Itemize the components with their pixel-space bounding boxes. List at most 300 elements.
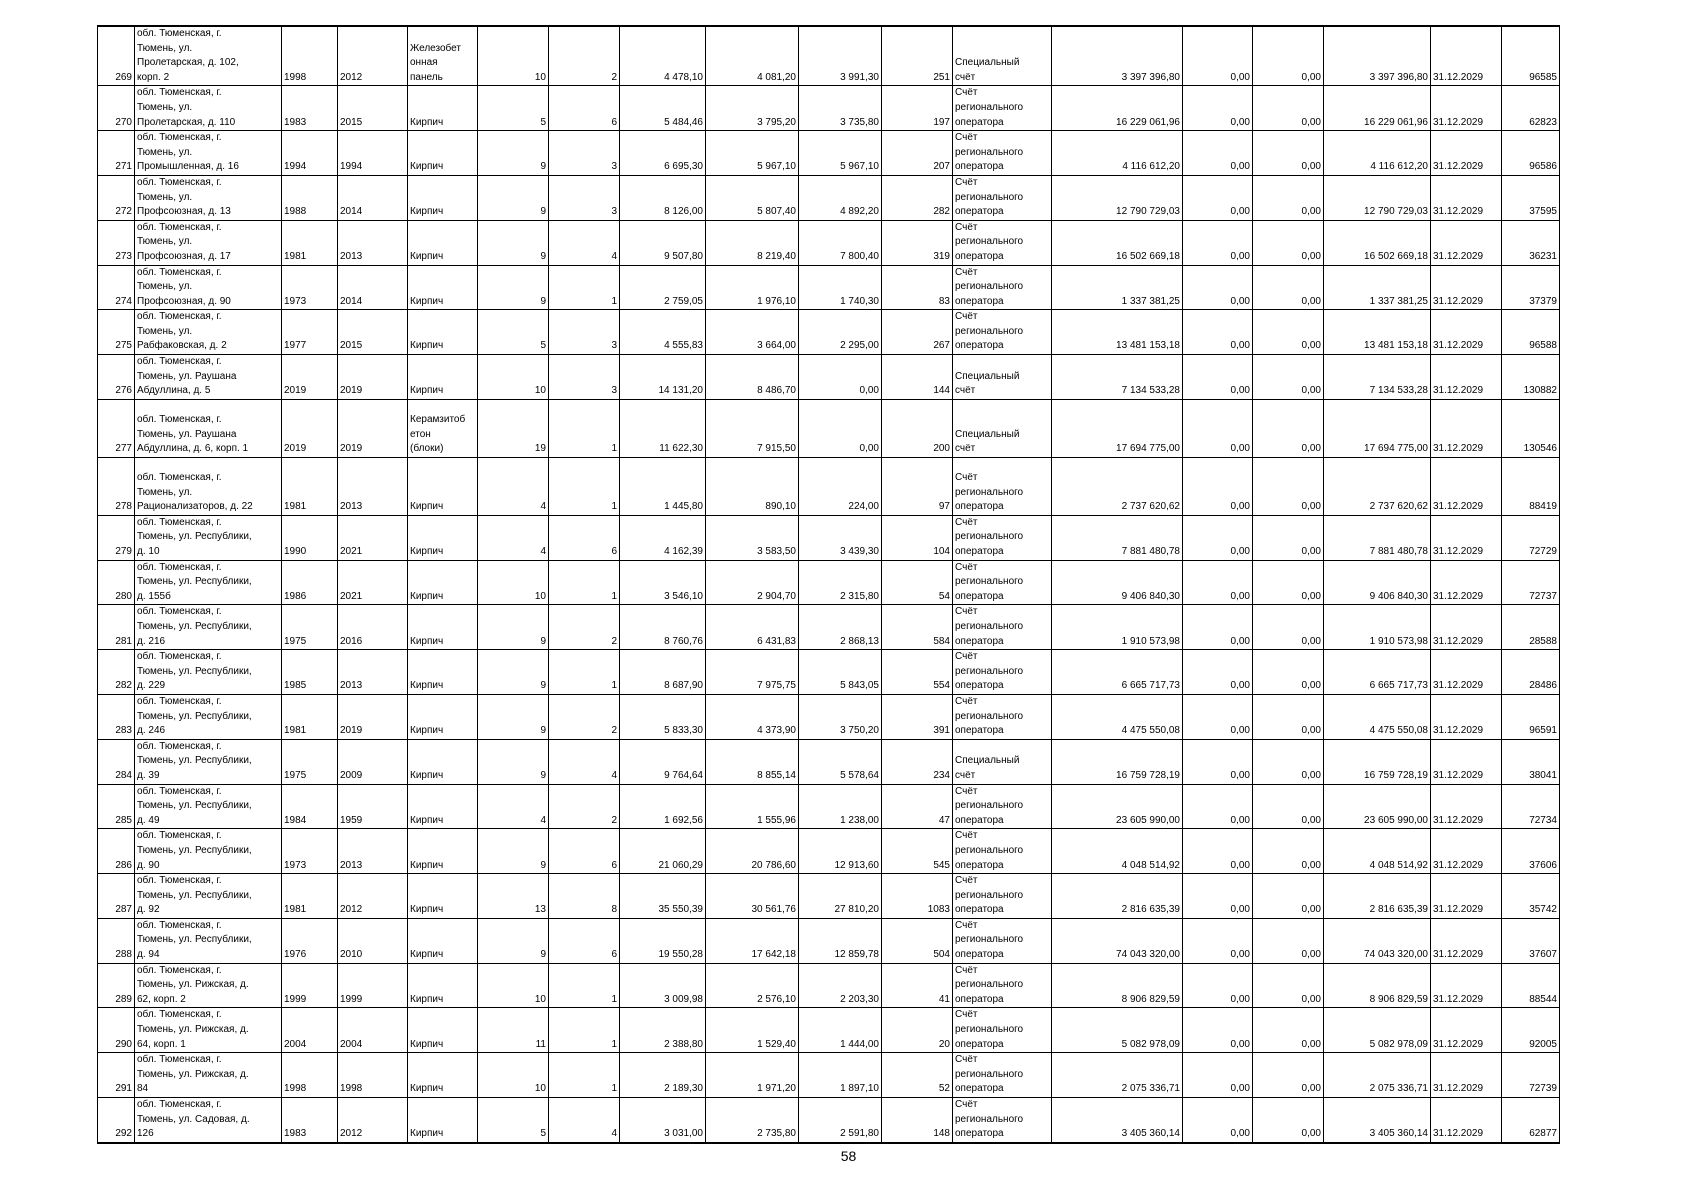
total-area-cell: 8 760,76 [620,605,706,650]
living-area-cell: 8 855,14 [706,739,799,784]
address-cell: обл. Тюменская, г. Тюмень, ул. Республики, д. 92 [135,874,282,919]
owned-area-cell: 1 897,10 [799,1053,882,1098]
living-area-cell: 6 431,83 [706,605,799,650]
floors-cell: 10 [478,963,549,1008]
table-row [98,265,1560,310]
owned-area-cell: 3 991,30 [799,26,882,86]
deadline-date-cell: 31.12.2029 [1431,650,1502,695]
house-code-cell: 72729 [1502,515,1560,560]
house-code-cell: 72734 [1502,784,1560,829]
house-code-cell: 28486 [1502,650,1560,695]
total-area-cell: 9 764,64 [620,739,706,784]
deadline-date-cell: 31.12.2029 [1431,739,1502,784]
floors-cell: 10 [478,355,549,400]
house-code-cell: 38041 [1502,739,1560,784]
entrances-cell: 3 [549,355,620,400]
wall-material-cell: Керамзитоб етон (блоки) [408,399,478,457]
cost-part-2-cell: 0,00 [1253,1053,1324,1098]
wall-material-cell: Кирпич [408,310,478,355]
deadline-date-cell: 31.12.2029 [1431,694,1502,739]
owned-area-cell: 224,00 [799,457,882,515]
floors-cell: 11 [478,1008,549,1053]
account-type-cell: Счёт регионального оператора [953,650,1052,695]
cost-total-cell: 4 048 514,92 [1052,829,1183,874]
address-cell: обл. Тюменская, г. Тюмень, ул. Республики, д. 155б [135,560,282,605]
living-area-cell: 1 976,10 [706,265,799,310]
row-number: 289 [98,963,135,1008]
address-cell: обл. Тюменская, г. Тюмень, ул. Рижская, д. 64, корп. 1 [135,1008,282,1053]
account-type-cell: Счёт регионального оператора [953,1098,1052,1143]
account-type-cell: Счёт регионального оператора [953,874,1052,919]
address-cell: обл. Тюменская, г. Тюмень, ул. Раушана Абдуллина, д. 6, корп. 1 [135,399,282,457]
entrances-cell: 6 [549,86,620,131]
row-number: 285 [98,784,135,829]
cost-sum-cell: 7 881 480,78 [1324,515,1431,560]
owned-area-cell: 3 439,30 [799,515,882,560]
house-code-cell: 62823 [1502,86,1560,131]
year-built-cell: 1985 [282,650,338,695]
account-type-cell: Счёт регионального оператора [953,175,1052,220]
row-number: 277 [98,399,135,457]
year-repair-cell: 2014 [338,265,408,310]
account-type-cell: Специальный счёт [953,399,1052,457]
table-row [98,963,1560,1008]
residents-cell: 207 [882,131,953,176]
living-area-cell: 3 795,20 [706,86,799,131]
cost-part-1-cell: 0,00 [1183,220,1253,265]
cost-part-1-cell: 0,00 [1183,457,1253,515]
cost-part-2-cell: 0,00 [1253,650,1324,695]
entrances-cell: 1 [549,399,620,457]
table-row [98,1098,1560,1143]
wall-material-cell: Кирпич [408,1098,478,1143]
address-cell: обл. Тюменская, г. Тюмень, ул. Профсоюзная, д. 17 [135,220,282,265]
total-area-cell: 3 009,98 [620,963,706,1008]
year-built-cell: 1976 [282,918,338,963]
residents-cell: 504 [882,918,953,963]
account-type-cell: Счёт регионального оператора [953,457,1052,515]
deadline-date-cell: 31.12.2029 [1431,515,1502,560]
year-built-cell: 1984 [282,784,338,829]
total-area-cell: 35 550,39 [620,874,706,919]
living-area-cell: 4 081,20 [706,26,799,86]
address-cell: обл. Тюменская, г. Тюмень, ул. Рижская, д. 84 [135,1053,282,1098]
cost-total-cell: 3 397 396,80 [1052,26,1183,86]
house-code-cell: 28588 [1502,605,1560,650]
deadline-date-cell: 31.12.2029 [1431,560,1502,605]
entrances-cell: 2 [549,605,620,650]
wall-material-cell: Кирпич [408,694,478,739]
address-cell: обл. Тюменская, г. Тюмень, ул. Республики, д. 90 [135,829,282,874]
cost-total-cell: 17 694 775,00 [1052,399,1183,457]
living-area-cell: 3 664,00 [706,310,799,355]
owned-area-cell: 2 295,00 [799,310,882,355]
house-code-cell: 72739 [1502,1053,1560,1098]
address-cell: обл. Тюменская, г. Тюмень, ул. Рабфаковская, д. 2 [135,310,282,355]
year-repair-cell: 2021 [338,560,408,605]
owned-area-cell: 3 750,20 [799,694,882,739]
deadline-date-cell: 31.12.2029 [1431,86,1502,131]
cost-total-cell: 13 481 153,18 [1052,310,1183,355]
owned-area-cell: 0,00 [799,399,882,457]
row-number: 291 [98,1053,135,1098]
total-area-cell: 3 031,00 [620,1098,706,1143]
year-repair-cell: 2013 [338,829,408,874]
cost-total-cell: 1 910 573,98 [1052,605,1183,650]
total-area-cell: 8 687,90 [620,650,706,695]
entrances-cell: 1 [549,1053,620,1098]
cost-part-1-cell: 0,00 [1183,26,1253,86]
living-area-cell: 2 735,80 [706,1098,799,1143]
row-number: 269 [98,26,135,86]
year-built-cell: 1986 [282,560,338,605]
entrances-cell: 1 [549,457,620,515]
entrances-cell: 2 [549,784,620,829]
address-cell: обл. Тюменская, г. Тюмень, ул. Рационализаторов, д. 22 [135,457,282,515]
cost-total-cell: 12 790 729,03 [1052,175,1183,220]
total-area-cell: 4 555,83 [620,310,706,355]
deadline-date-cell: 31.12.2029 [1431,265,1502,310]
cost-part-1-cell: 0,00 [1183,355,1253,400]
table-row [98,560,1560,605]
cost-part-1-cell: 0,00 [1183,175,1253,220]
account-type-cell: Счёт регионального оператора [953,605,1052,650]
owned-area-cell: 2 591,80 [799,1098,882,1143]
cost-sum-cell: 2 737 620,62 [1324,457,1431,515]
year-repair-cell: 2013 [338,457,408,515]
entrances-cell: 2 [549,26,620,86]
floors-cell: 9 [478,131,549,176]
year-repair-cell: 2013 [338,650,408,695]
row-number: 274 [98,265,135,310]
house-code-cell: 96591 [1502,694,1560,739]
house-code-cell: 72737 [1502,560,1560,605]
total-area-cell: 1 445,80 [620,457,706,515]
cost-part-1-cell: 0,00 [1183,650,1253,695]
account-type-cell: Счёт регионального оператора [953,86,1052,131]
deadline-date-cell: 31.12.2029 [1431,310,1502,355]
page-number: 58 [840,1148,857,1164]
cost-part-1-cell: 0,00 [1183,310,1253,355]
total-area-cell: 2 189,30 [620,1053,706,1098]
entrances-cell: 1 [549,560,620,605]
floors-cell: 19 [478,399,549,457]
living-area-cell: 7 915,50 [706,399,799,457]
cost-part-2-cell: 0,00 [1253,694,1324,739]
table-row [98,399,1560,457]
cost-sum-cell: 4 116 612,20 [1324,131,1431,176]
floors-cell: 10 [478,1053,549,1098]
year-repair-cell: 2019 [338,694,408,739]
total-area-cell: 5 833,30 [620,694,706,739]
row-number: 275 [98,310,135,355]
house-code-cell: 62877 [1502,1098,1560,1143]
deadline-date-cell: 31.12.2029 [1431,829,1502,874]
cost-sum-cell: 3 397 396,80 [1324,26,1431,86]
row-number: 276 [98,355,135,400]
residents-cell: 104 [882,515,953,560]
cost-total-cell: 2 075 336,71 [1052,1053,1183,1098]
cost-total-cell: 1 337 381,25 [1052,265,1183,310]
residents-cell: 545 [882,829,953,874]
address-cell: обл. Тюменская, г. Тюмень, ул. Республики, д. 216 [135,605,282,650]
row-number: 281 [98,605,135,650]
house-code-cell: 37379 [1502,265,1560,310]
residents-cell: 282 [882,175,953,220]
account-type-cell: Счёт регионального оператора [953,918,1052,963]
floors-cell: 4 [478,784,549,829]
living-area-cell: 2 576,10 [706,963,799,1008]
address-cell: обл. Тюменская, г. Тюмень, ул. Республики, д. 246 [135,694,282,739]
table-row [98,515,1560,560]
residents-cell: 197 [882,86,953,131]
deadline-date-cell: 31.12.2029 [1431,131,1502,176]
year-built-cell: 1983 [282,86,338,131]
row-number: 286 [98,829,135,874]
wall-material-cell: Кирпич [408,650,478,695]
deadline-date-cell: 31.12.2029 [1431,874,1502,919]
owned-area-cell: 5 967,10 [799,131,882,176]
row-number: 284 [98,739,135,784]
total-area-cell: 5 484,46 [620,86,706,131]
cost-total-cell: 7 134 533,28 [1052,355,1183,400]
year-built-cell: 1975 [282,739,338,784]
deadline-date-cell: 31.12.2029 [1431,1053,1502,1098]
cost-sum-cell: 2 816 635,39 [1324,874,1431,919]
floors-cell: 9 [478,918,549,963]
cost-part-1-cell: 0,00 [1183,515,1253,560]
total-area-cell: 9 507,80 [620,220,706,265]
table-body [98,26,1560,1143]
year-built-cell: 1977 [282,310,338,355]
residents-cell: 554 [882,650,953,695]
floors-cell: 5 [478,86,549,131]
wall-material-cell: Кирпич [408,829,478,874]
owned-area-cell: 2 868,13 [799,605,882,650]
entrances-cell: 3 [549,131,620,176]
cost-part-2-cell: 0,00 [1253,963,1324,1008]
deadline-date-cell: 31.12.2029 [1431,457,1502,515]
account-type-cell: Специальный счёт [953,26,1052,86]
house-code-cell: 92005 [1502,1008,1560,1053]
cost-part-2-cell: 0,00 [1253,1098,1324,1143]
account-type-cell: Счёт регионального оператора [953,784,1052,829]
total-area-cell: 19 550,28 [620,918,706,963]
wall-material-cell: Кирпич [408,784,478,829]
year-built-cell: 1981 [282,220,338,265]
address-cell: обл. Тюменская, г. Тюмень, ул. Республики, д. 49 [135,784,282,829]
account-type-cell: Специальный счёт [953,355,1052,400]
living-area-cell: 2 904,70 [706,560,799,605]
account-type-cell: Счёт регионального оператора [953,829,1052,874]
table-row [98,1053,1560,1098]
cost-part-2-cell: 0,00 [1253,605,1324,650]
address-cell: обл. Тюменская, г. Тюмень, ул. Садовая, д. 126 [135,1098,282,1143]
year-built-cell: 1973 [282,265,338,310]
year-built-cell: 2019 [282,399,338,457]
residents-cell: 54 [882,560,953,605]
living-area-cell: 5 967,10 [706,131,799,176]
total-area-cell: 2 759,05 [620,265,706,310]
cost-part-1-cell: 0,00 [1183,265,1253,310]
cost-total-cell: 16 229 061,96 [1052,86,1183,131]
cost-sum-cell: 4 475 550,08 [1324,694,1431,739]
cost-total-cell: 8 906 829,59 [1052,963,1183,1008]
year-repair-cell: 2010 [338,918,408,963]
cost-total-cell: 2 816 635,39 [1052,874,1183,919]
year-repair-cell: 1998 [338,1053,408,1098]
cost-part-1-cell: 0,00 [1183,1008,1253,1053]
cost-total-cell: 3 405 360,14 [1052,1098,1183,1143]
year-repair-cell: 2016 [338,605,408,650]
account-type-cell: Специальный счёт [953,739,1052,784]
floors-cell: 9 [478,829,549,874]
address-cell: обл. Тюменская, г. Тюмень, ул. Пролетарская, д. 102, корп. 2 [135,26,282,86]
owned-area-cell: 7 800,40 [799,220,882,265]
wall-material-cell: Кирпич [408,265,478,310]
total-area-cell: 6 695,30 [620,131,706,176]
year-repair-cell: 2019 [338,399,408,457]
year-built-cell: 1988 [282,175,338,220]
cost-total-cell: 2 737 620,62 [1052,457,1183,515]
row-number: 292 [98,1098,135,1143]
residents-cell: 148 [882,1098,953,1143]
deadline-date-cell: 31.12.2029 [1431,1098,1502,1143]
cost-part-2-cell: 0,00 [1253,515,1324,560]
owned-area-cell: 2 315,80 [799,560,882,605]
total-area-cell: 3 546,10 [620,560,706,605]
cost-part-2-cell: 0,00 [1253,265,1324,310]
floors-cell: 9 [478,694,549,739]
floors-cell: 4 [478,515,549,560]
cost-total-cell: 16 502 669,18 [1052,220,1183,265]
cost-sum-cell: 13 481 153,18 [1324,310,1431,355]
cost-sum-cell: 74 043 320,00 [1324,918,1431,963]
cost-total-cell: 9 406 840,30 [1052,560,1183,605]
account-type-cell: Счёт регионального оператора [953,560,1052,605]
row-number: 282 [98,650,135,695]
cost-part-2-cell: 0,00 [1253,457,1324,515]
owned-area-cell: 0,00 [799,355,882,400]
living-area-cell: 890,10 [706,457,799,515]
living-area-cell: 8 219,40 [706,220,799,265]
year-built-cell: 1990 [282,515,338,560]
residents-cell: 47 [882,784,953,829]
account-type-cell: Счёт регионального оператора [953,694,1052,739]
residents-cell: 1083 [882,874,953,919]
living-area-cell: 17 642,18 [706,918,799,963]
floors-cell: 10 [478,26,549,86]
cost-total-cell: 23 605 990,00 [1052,784,1183,829]
year-built-cell: 1994 [282,131,338,176]
year-repair-cell: 2012 [338,1098,408,1143]
row-number: 280 [98,560,135,605]
cost-sum-cell: 4 048 514,92 [1324,829,1431,874]
living-area-cell: 20 786,60 [706,829,799,874]
floors-cell: 9 [478,175,549,220]
cost-part-1-cell: 0,00 [1183,874,1253,919]
entrances-cell: 2 [549,694,620,739]
year-repair-cell: 2013 [338,220,408,265]
cost-part-1-cell: 0,00 [1183,1098,1253,1143]
house-code-cell: 37607 [1502,918,1560,963]
entrances-cell: 1 [549,265,620,310]
floors-cell: 5 [478,1098,549,1143]
cost-part-1-cell: 0,00 [1183,131,1253,176]
cost-sum-cell: 16 502 669,18 [1324,220,1431,265]
cost-part-1-cell: 0,00 [1183,784,1253,829]
table-row [98,874,1560,919]
residents-cell: 251 [882,26,953,86]
residents-cell: 20 [882,1008,953,1053]
living-area-cell: 3 583,50 [706,515,799,560]
table-row [98,175,1560,220]
wall-material-cell: Кирпич [408,560,478,605]
owned-area-cell: 12 859,78 [799,918,882,963]
residents-cell: 144 [882,355,953,400]
year-built-cell: 1981 [282,457,338,515]
living-area-cell: 30 561,76 [706,874,799,919]
living-area-cell: 7 975,75 [706,650,799,695]
entrances-cell: 6 [549,829,620,874]
table-row [98,605,1560,650]
table-row [98,26,1560,86]
account-type-cell: Счёт регионального оператора [953,220,1052,265]
wall-material-cell: Кирпич [408,874,478,919]
cost-sum-cell: 12 790 729,03 [1324,175,1431,220]
house-code-cell: 37606 [1502,829,1560,874]
table-row [98,918,1560,963]
cost-part-2-cell: 0,00 [1253,784,1324,829]
year-built-cell: 1998 [282,1053,338,1098]
year-built-cell: 1975 [282,605,338,650]
table-row [98,1008,1560,1053]
living-area-cell: 1 529,40 [706,1008,799,1053]
owned-area-cell: 4 892,20 [799,175,882,220]
year-built-cell: 1973 [282,829,338,874]
row-number: 278 [98,457,135,515]
residents-cell: 83 [882,265,953,310]
deadline-date-cell: 31.12.2029 [1431,26,1502,86]
residents-cell: 52 [882,1053,953,1098]
cost-sum-cell: 17 694 775,00 [1324,399,1431,457]
house-code-cell: 96586 [1502,131,1560,176]
deadline-date-cell: 31.12.2029 [1431,175,1502,220]
total-area-cell: 4 162,39 [620,515,706,560]
cost-total-cell: 5 082 978,09 [1052,1008,1183,1053]
account-type-cell: Счёт регионального оператора [953,963,1052,1008]
wall-material-cell: Кирпич [408,131,478,176]
owned-area-cell: 2 203,30 [799,963,882,1008]
entrances-cell: 8 [549,874,620,919]
table-row [98,220,1560,265]
table-row [98,355,1560,400]
floors-cell: 4 [478,457,549,515]
deadline-date-cell: 31.12.2029 [1431,399,1502,457]
cost-sum-cell: 3 405 360,14 [1324,1098,1431,1143]
house-code-cell: 130882 [1502,355,1560,400]
account-type-cell: Счёт регионального оператора [953,310,1052,355]
house-code-cell: 96585 [1502,26,1560,86]
deadline-date-cell: 31.12.2029 [1431,605,1502,650]
cost-total-cell: 4 475 550,08 [1052,694,1183,739]
house-code-cell: 37595 [1502,175,1560,220]
year-built-cell: 1981 [282,874,338,919]
cost-part-2-cell: 0,00 [1253,355,1324,400]
account-type-cell: Счёт регионального оператора [953,515,1052,560]
year-repair-cell: 2014 [338,175,408,220]
cost-part-2-cell: 0,00 [1253,399,1324,457]
